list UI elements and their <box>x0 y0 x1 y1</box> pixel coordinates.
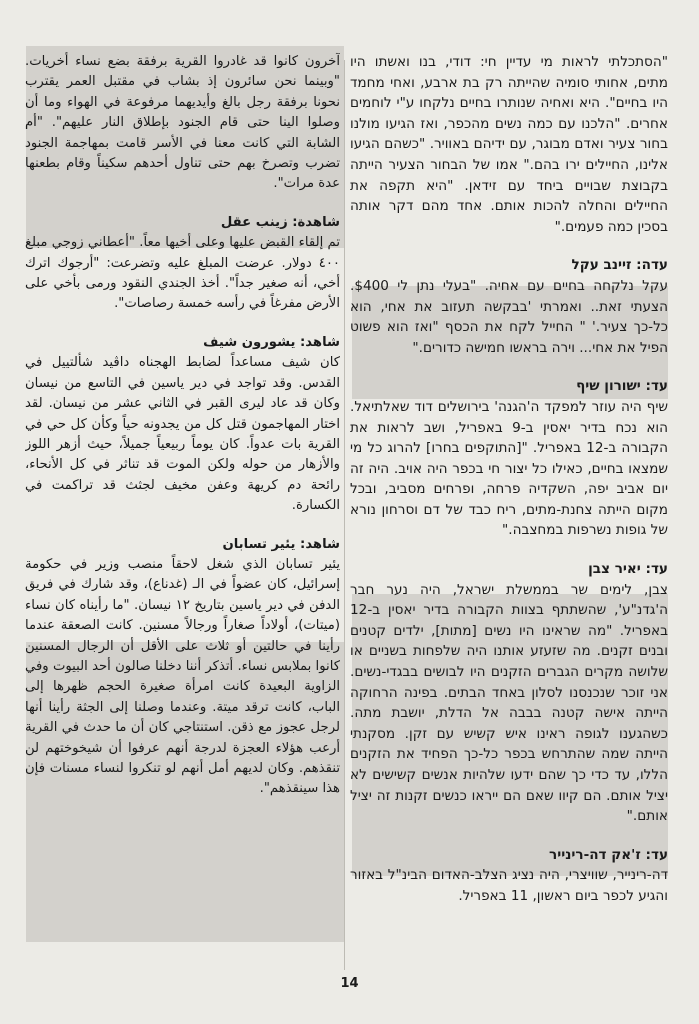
page-number: 14 <box>340 976 359 991</box>
arabic-testimony-yair-tsaban <box>25 535 340 800</box>
hebrew-column <box>350 52 668 982</box>
hebrew-testimony-body: דה-רינייר, שוויצרי, היה נציג הצלב-האדום הבינ"ל באזור והגיע לכפר ביום ראשון, 11 באפריל. <box>350 867 668 904</box>
hebrew-testimony-yair-tsaban <box>350 559 668 827</box>
arabic-testimony-heading: شاهد: يشورون شيف <box>203 334 340 350</box>
arabic-testimony-body: تم إلقاء القبض عليها وعلى أخيها معاً. "أعطاني زوجي مبلغ ٤٠٠ دولار. عرضت المبلغ عليه وتضرعت: "أرجوك اترك أخي، أنه صغير جداً". أخذ الجندي النقود ورمى بأخي على الأرض مفرغاً في رأسه خمسة رصاصات". <box>25 235 340 312</box>
hebrew-testimony-body: שיף היה עוזר למפקד ה'הגנה' בירושלים דוד שאלתיאל. הוא נכח בדיר יאסין ב-9 באפריל, ושב לראות את הקבורה ב-12 באפריל. "[התוקפים בחרו] להרוג כל מי שמצאו בחיים, כאילו כל יצור חי בכפר היה אויב. היה זה יום אביב יפה, השקדיה פרחה, ופרחים מסביב, ובכל מקום הייתה צחנת-מתים, ריח כבד של דם וסרחון נורא של גופות נשרפות במחצבה." <box>350 398 668 539</box>
hebrew-testimony-zeinab-aqel <box>350 255 668 358</box>
hebrew-testimony-body: צבן, לימים שר בממשלת ישראל, היה נער חבר ה'גדנ"ע', שהשתתף בצוות הקבורה בדיר יאסין ב-12 באפריל. "מה שראינו היו נשים [מתות], ילדים קטנים ובנים זקנים. מה שזעזע אותנו היה שלפחות בשניים או שלושה מקרים הגברים הזקנים היו לבושים בבגדי-נשים. אני זוכר שנכנסנו לסלון באחד הבתים. בפינה הרחוקה הייתה אישה קטנה בבבה אל הדלת, יושבת מתה. כשהגענו לגופה ראינו איש קשיש עם זקן. מסקנתי הייתה שמה שהתרחש בכפר כל-כך הפחיד את הזקנים הללו, עד כדי כך שהם ידעו שלהיות אנשים קשישים לא יציל אותם. הם קיוו שאם הם ייראו כנשים זקנות זה יציל אותם." <box>350 581 668 825</box>
arabic-testimony-yeshurun-schiff <box>25 333 340 517</box>
hebrew-testimony-jacques-de-reynier <box>350 845 668 907</box>
hebrew-intro: "הסתכלתי לראות מי עדיין חי: דודי, בנו ואשתו היו מתים, אחותי סומיה שהייתה רק בת ארבע, ואחי מחמד היו בחיים". היא ואחיה שנותרו בחיים נלקחו ע"י לוחמים אחרים. "הלכנו עם כמה נשים מהכפר, ואז הגיעו מולנו בחור צעיר ואדם מבוגר, עם ידיהם באוויר. "כשהם הגיעו אלינו, החיילים ירו בהם." אמו של הבחור הצעיר הייתה בקבוצת שבויים ביחד עם זידאן. "היא תקפה את החיילים והחלה להכות אותם. אחד מהם דקר אותה בסכין כמה פעמים." <box>350 54 668 235</box>
hebrew-testimony-heading: עד: ז'אק דה-רינייר <box>549 846 668 863</box>
hebrew-testimony-yeshurun-schiff <box>350 376 668 541</box>
arabic-testimony-zeinab-aqel <box>25 213 340 315</box>
hebrew-testimony-heading: עד: יאיר צבן <box>588 561 668 578</box>
arabic-testimony-heading: شاهد: يئير تسابان <box>222 536 340 552</box>
arabic-testimony-heading: شاهدة: زينب عقل <box>220 214 340 230</box>
arabic-intro: آخرون كانوا قد غادروا القرية برفقة بضع نساء أخريات. "وبينما نحن سائرون إذ بشاب في مقتبل العمر يقترب نحونا برفقة رجل بالغ وأيديهما مرفوعة في الهواء وما أن وصلوا الينا حتى قام الجنود بإطلاق النار عليهم". "أم الشابة التي كانت معنا في الأسر قامت بمهاجمة الجنود تضرب وتصرخ بهم حتى تناول أحدهم سكيناً وقام بطعنها عدة مرات". <box>25 54 340 192</box>
hebrew-testimony-heading: עדה: זיינב עקל <box>571 257 668 274</box>
column-divider <box>344 60 345 970</box>
arabic-testimony-body: يئير تسابان الذي شغل لاحقاً منصب وزير في حكومة إسرائيل، كان عضواً في الـ (غدناع)، وقد شارك في فريق الدفن في دير ياسين بتاريخ ١٢ نيسان. "ما رأيناه كان نساء (ميتات)، أولاداً صغاراً ورجالاً مسنين. كانت الصعقة عندما رأينا في حالتين أو ثلاث على الأقل أن الرجال المسنين كانوا بملابس نساء. أتذكر أننا دخلنا صالون أحد البيوت وفي الزاوية البعيدة كانت امرأة صغيرة الحجم ظهرها إلى الباب، كانت ترقد ميتة. وعندما وصلنا إلى الجثة رأينا أنها لرجل عجوز مع ذقن. استنتاجي كان أن ما حدث في القرية أرعب هؤلاء العجزة لدرجة أنهم عرفوا أن شيخوختهم لن تنقذهم. وكان لديهم أمل أنهم لو تنكروا لنساء مسنات فإن هذا سينقذهم". <box>25 556 340 797</box>
hebrew-testimony-heading: עד: ישורון שיף <box>576 378 668 395</box>
arabic-column <box>25 52 340 982</box>
hebrew-testimony-body: עקל נלקחה בחיים עם אחיה. "בעלי נתן לי $400. הצעתי זאת.. ואמרתי 'בבקשה תעזוב את אחי, הוא כל-כך צעיר.' " החייל לקח את הכסף "ואז הוא פשוט הפיל את אחי... וירה בראשו חמישה כדורים." <box>350 277 668 356</box>
arabic-testimony-body: كان شيف مساعداً لضابط الهجناه داڤيد شألتييل في القدس. وقد تواجد في دير ياسين في التاسع من نيسان وكان قد عاد ليرى القبر في الثاني عشر من نيسان. لقد اختار المهاجمون قتل كل من يجدونه حياً وكأن كل حي في القرية بات عدواً. كان يوماً ربيعياً جميلاً، حيث أزهر اللوز والأزهار من حوله ولكن الموت قد تناثر في كل الأنحاء، رائحة دم كريهة وعفن مخيف لجثث قد تراكمت في الكسارة. <box>25 355 340 514</box>
